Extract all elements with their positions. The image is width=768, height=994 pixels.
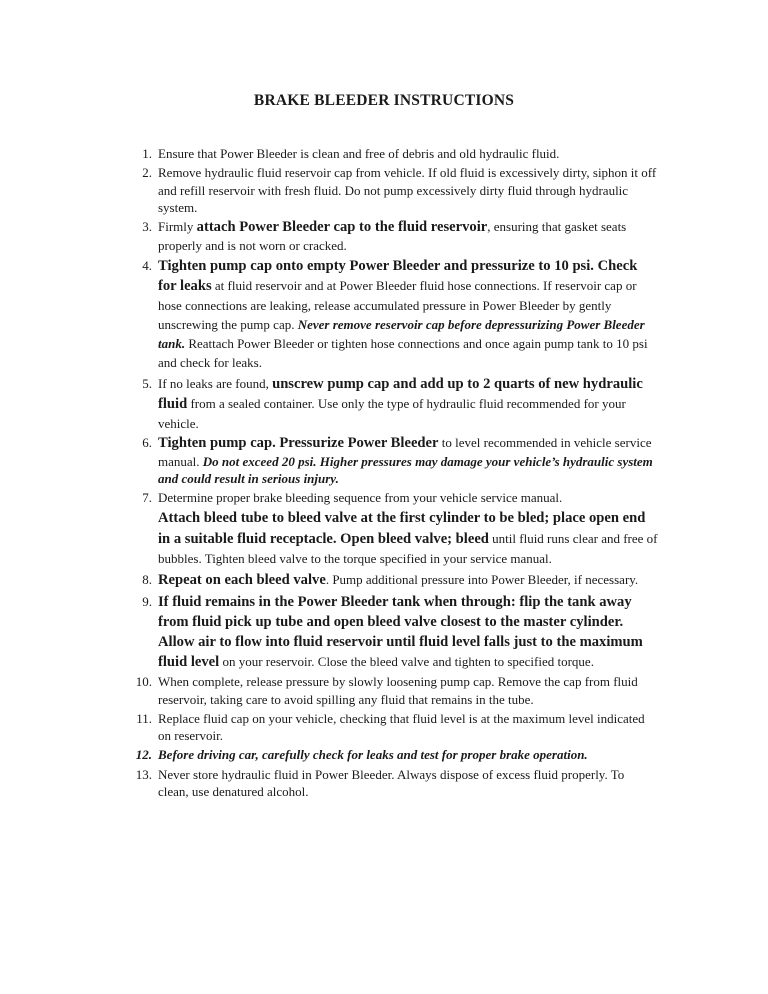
item-text: on your reservoir. Close the bleed valve and tighten to specified torque. [219,653,594,669]
list-item-3 [142,218,658,254]
item-number: 11. [136,710,152,726]
list-item-7 [142,489,658,507]
item-text: When complete, release pressure by slowly loosening pump cap. Remove the cap from fluid reservoir, taking care to avoid spilling any fluid that remains in the tube. [158,674,638,707]
list-item-4 [142,256,658,372]
item-number: 1. [142,146,152,161]
item-text: If no leaks are found, [158,375,273,391]
item-warning-text: Before driving car, carefully check for leaks and test for proper brake operation. [158,747,588,763]
item-text: Replace fluid cap on your vehicle, checking that fluid level is at the maximum level indicated on reservoir. [158,710,645,744]
list-item-13 [135,766,658,801]
item-bold-text: If fluid remains in the Power Bleeder tank when through: flip the tank away from fluid pick up tube and open bleed valve closest to the master cylinder. Allow air to flow into fluid reservoir until fluid level falls just to the maximum fluid level [158,593,643,670]
list-item-12 [135,746,658,764]
item-number: 3. [142,219,152,235]
item-number: 12. [135,747,152,763]
item-text: until fluid runs clear and free of bubbles. Tighten bleed valve to the torque specified in your service manual. [158,530,658,567]
item-number: 4. [142,258,152,274]
item-bold-text: Repeat on each bleed valve [158,572,326,589]
item-number: 10. [135,674,152,690]
item-text: to level recommended in vehicle service manual. [158,435,652,469]
item-bold-text: unscrew pump cap and add up to 2 quarts of new hydraulic fluid [158,375,643,412]
item-bold-text: Attach bleed tube to bleed valve at the first cylinder to be bled; place open end in a suitable fluid receptacle. Open bleed valve; bleed [158,510,646,547]
list-item-6 [142,434,658,488]
page-title: BRAKE BLEEDER INSTRUCTIONS [253,92,515,109]
item-number: 2. [142,165,152,181]
item-number: 9. [142,593,152,609]
item-text: . Pump additional pressure into Power Bleeder, if necessary. [325,572,639,588]
item-number: 7. [142,490,152,506]
item-number: 6. [142,435,152,451]
item-bold-text: Tighten pump cap. Pressurize Power Bleeder [158,435,439,452]
item-text: Ensure that Power Bleeder is clean and free of debris and old hydraulic fluid. [158,146,560,161]
item-bold-text: attach Power Bleeder cap to the fluid reservoir [196,219,488,236]
item-text: Remove hydraulic fluid reservoir cap from vehicle. If old fluid is excessively dirty, siphon it off and refill reservoir with fresh fluid. Do not pump excessively dirty fluid through hydraulic system. [158,165,657,216]
list-item-7-continuation [158,508,658,570]
item-number: 8. [142,572,152,588]
item-number: 5. [142,375,152,391]
item-warning-text: Never remove reservoir cap before depressurizing Power Bleeder tank. [158,317,645,352]
item-number: 13. [135,766,152,782]
list-item-11 [136,710,658,745]
item-text: Firmly [158,219,197,235]
list-item-8 [142,571,658,590]
list-item-9 [142,592,658,672]
item-text: at fluid reservoir and at Power Bleeder fluid hose connections. If reservoir cap or hose connections are leaking, release accumulated pressure in Power Bleeder by gently unscrewing the pump cap. [158,278,637,333]
item-text: , ensuring that gasket seats properly and is not worn or cracked. [158,219,627,253]
item-text: Determine proper brake bleeding sequence from your vehicle service manual. [158,490,563,506]
item-text: Never store hydraulic fluid in Power Bleeder. Always dispose of excess fluid properly. To clean, use denatured alcohol. [158,766,625,800]
item-bold-text: Tighten pump cap onto empty Power Bleeder and pressurize to 10 psi. Check for leaks [158,258,638,295]
list-item-1 [142,145,658,163]
item-warning-text: Do not exceed 20 psi. Higher pressures may damage your vehicle’s hydraulic system and could result in serious injury. [158,453,653,487]
item-text: from a sealed container. Use only the type of hydraulic fluid recommended for your vehicle. [158,395,626,431]
list-item-5 [142,374,658,433]
instruction-list [0,145,768,802]
list-item-2 [142,164,658,217]
list-item-10 [135,673,658,708]
item-text: Reattach Power Bleeder or tighten hose connections and once again pump tank to 10 psi and check for leaks. [158,336,648,371]
